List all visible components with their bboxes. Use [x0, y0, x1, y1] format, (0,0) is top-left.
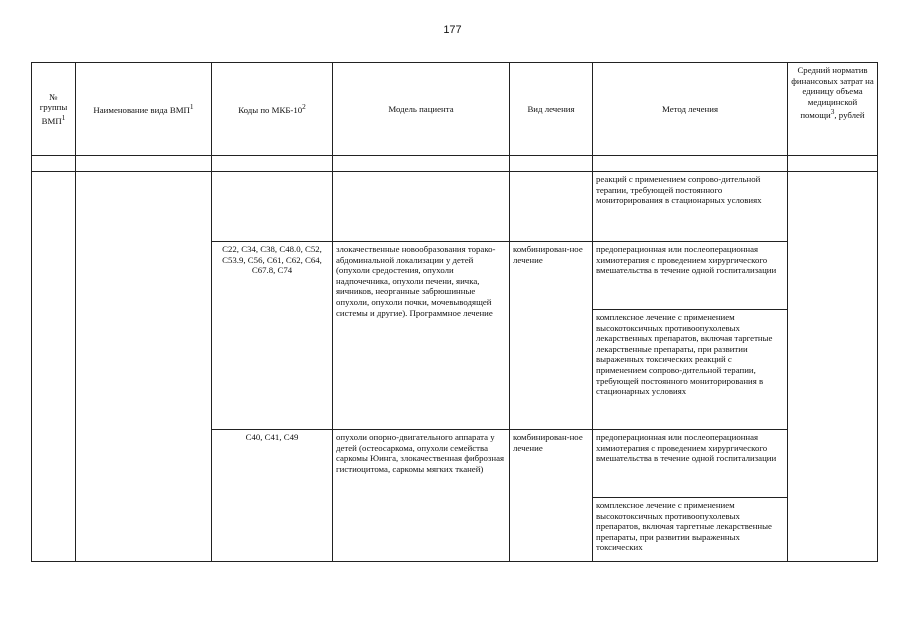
- treatment-method-cell: реакций с применением сопрово-дительной терапии, требующей постоянного мониторирования в стационарных условиях: [593, 172, 788, 242]
- spacer-cell: [32, 156, 76, 172]
- header-treatment-type: Вид лечения: [510, 63, 593, 156]
- table-row: [32, 172, 878, 242]
- treatment-method-cell: комплексное лечение с применением высокотоксичных противоопухолевых препаратов, включая таргетные лекарственные препараты, при развитии выраженных токсических: [593, 498, 788, 562]
- treatment-type-cell: комбинирован-ное лечение: [510, 242, 593, 430]
- vmp-table: [31, 62, 878, 562]
- icd-codes-cell: C22, C34, C38, C48.0, C52, C53.9, C56, C61, C62, C64, C67.8, C74: [212, 242, 333, 430]
- spacer-cell: [212, 156, 333, 172]
- spacer-cell: [76, 156, 212, 172]
- patient-model-cell: [333, 172, 510, 242]
- header-vmp-name: Наименование вида ВМП$^1$: [76, 63, 212, 156]
- header-patient-model: Модель пациента: [333, 63, 510, 156]
- treatment-type-cell: [510, 172, 593, 242]
- spacer-cell: [510, 156, 593, 172]
- patient-model-cell: злокачественные новообразования торако-абдоминальной локализации у детей (опухоли средостения, опухоли надпочечника, опухоли печени, яичка, яичников, неорганные забрюшинные опухоли, опухоли почки, мочевыводящей системы и другие). Программное лечение: [333, 242, 510, 430]
- spacer-cell: [788, 156, 878, 172]
- treatment-method-cell: предоперационная или послеоперационная химиотерапия с проведением хирургического вмешательства в течение одной госпитализации: [593, 430, 788, 498]
- icd-codes-cell: [212, 172, 333, 242]
- header-icd-codes: Коды по МКБ-$10^2$: [212, 63, 333, 156]
- spacer-cell: [593, 156, 788, 172]
- header-spacer-row: [32, 156, 878, 172]
- header-cost-standard: Средний норматив финансовых затрат на единицу объема медицинской помощи$^3$, рублей: [788, 63, 878, 156]
- cost-cell: [788, 172, 878, 562]
- header-group-no: № группы ВМП$^1$: [32, 63, 76, 156]
- treatment-method-cell: предоперационная или послеоперационная химиотерапия с проведением хирургического вмешательства в течение одной госпитализации: [593, 242, 788, 310]
- header-row: [32, 63, 878, 156]
- spacer-cell: [333, 156, 510, 172]
- vmp-name-cell: [76, 172, 212, 562]
- icd-codes-cell: C40, C41, C49: [212, 430, 333, 562]
- treatment-type-cell: комбинирован-ное лечение: [510, 430, 593, 562]
- header-treatment-method: Метод лечения: [593, 63, 788, 156]
- group-no-cell: [32, 172, 76, 562]
- page-number: 177: [443, 24, 462, 36]
- patient-model-cell: опухоли опорно-двигательного аппарата у детей (остеосаркома, опухоли семейства саркомы Юинга, злокачественная фиброзная гистиоцитома, саркомы мягких тканей): [333, 430, 510, 562]
- treatment-method-cell: комплексное лечение с применением высокотоксичных противоопухолевых лекарственных препаратов, включая таргетные лекарственные препараты, при развитии выраженных токсических реакций с применением сопрово-дительной терапии, требующей постоянного мониторирования в стационарных условиях: [593, 310, 788, 430]
